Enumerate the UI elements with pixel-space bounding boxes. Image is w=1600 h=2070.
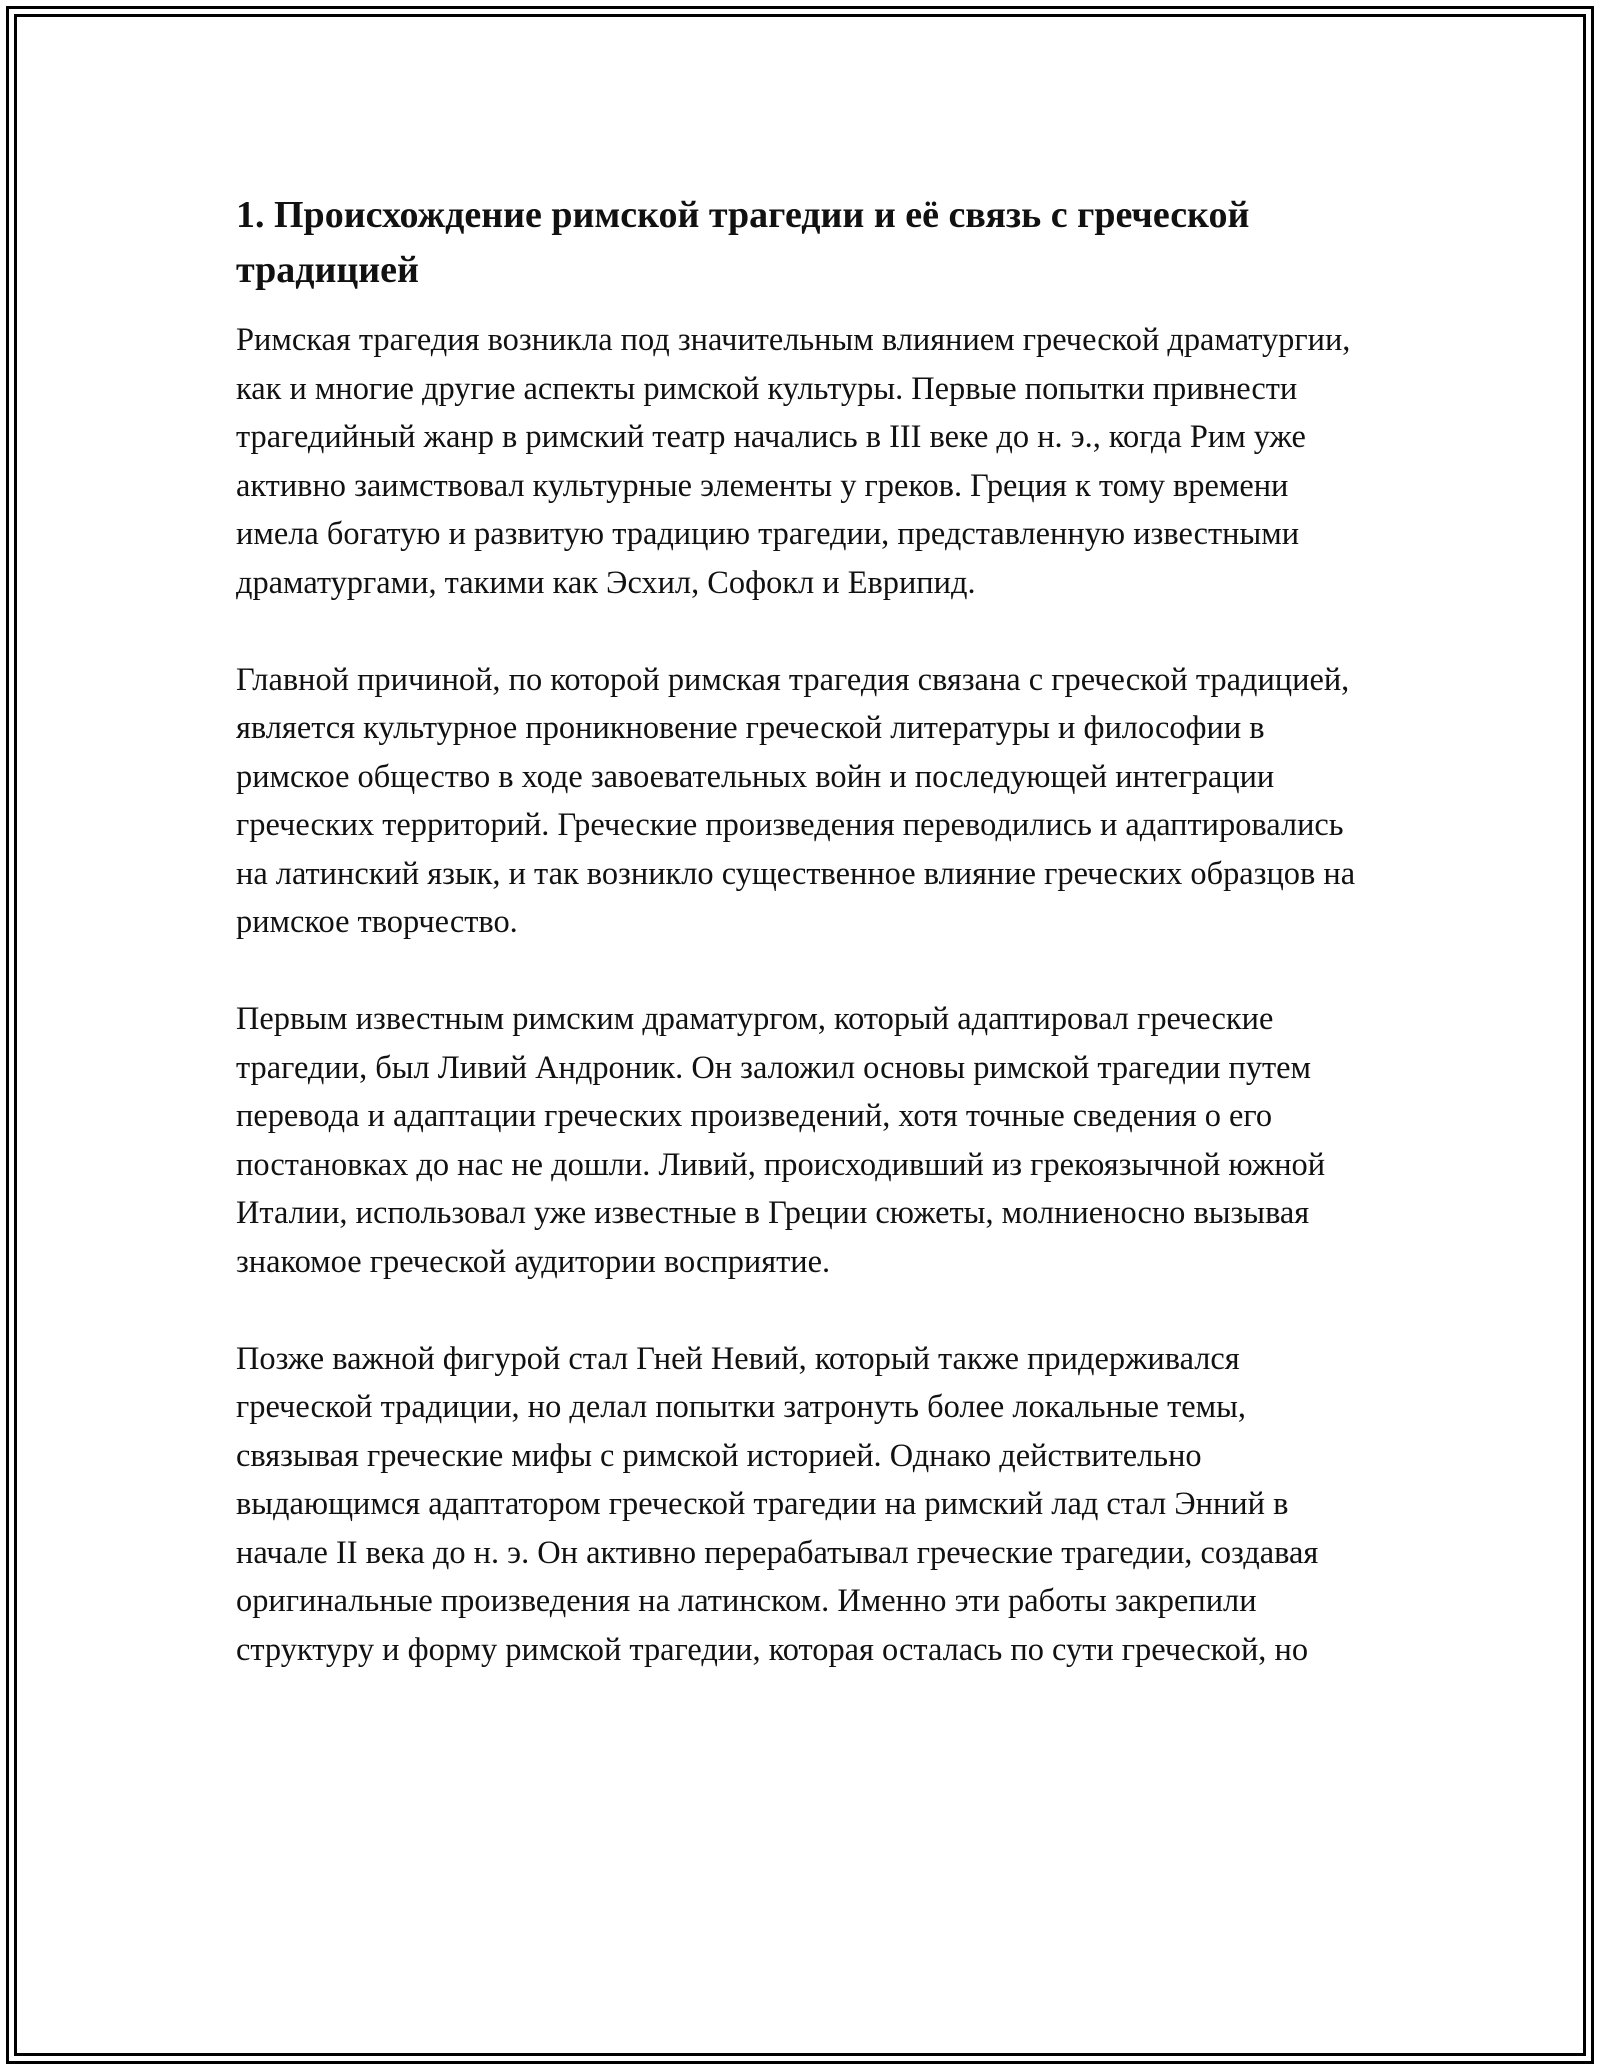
section-heading: 1. Происхождение римской трагедии и её связь с греческой традицией	[236, 194, 1250, 291]
document-page	[236, 188, 1364, 1674]
paragraph-4: Позже важной фигурой стал Гней Невий, который также придерживался греческой традиции, но делал попытки затронуть более локальные темы, связывая греческие мифы с римской историей. Однако действительно выдающимся адаптатором греческой трагедии на римский лад стал Энний в начале II века до н. э. Он активно перерабатывал греческие трагедии, создавая оригинальные произведения на латинском. Именно эти работы закрепили структуру и форму римской трагедии, которая осталась по сути греческой, но	[236, 1340, 1319, 1668]
paragraph-2: Главной причиной, по которой римская трагедия связана с греческой традицией, является культурное проникновение греческой литературы и философии в римское общество в ходе завоевательных войн и последующей интеграции греческих территорий. Греческие произведения переводились и адаптировались на латинский язык, и так возникло существенное влияние греческих образцов на римское творчество.	[236, 661, 1356, 940]
paragraph-3: Первым известным римским драматургом, который адаптировал греческие трагедии, был Ливий Андроник. Он заложил основы римской трагедии путем перевода и адаптации греческих произведений, хотя точные сведения о его постановках до нас не дошли. Ливий, происходивший из грекоязычной южной Италии, использовал уже известные в Греции сюжеты, молниеносно вызывая знакомое греческой аудитории восприятие.	[236, 1001, 1326, 1280]
paragraph-1: Римская трагедия возникла под значительным влиянием греческой драматургии, как и многие другие аспекты римской культуры. Первые попытки привнести трагедийный жанр в римский театр начались в III веке до н. э., когда Рим уже активно заимствовал культурные элементы у греков. Греция к тому времени имела богатую и развитую традицию трагедии, представленную известными драматургами, такими как Эсхил, Софокл и Еврипид.	[236, 322, 1351, 601]
